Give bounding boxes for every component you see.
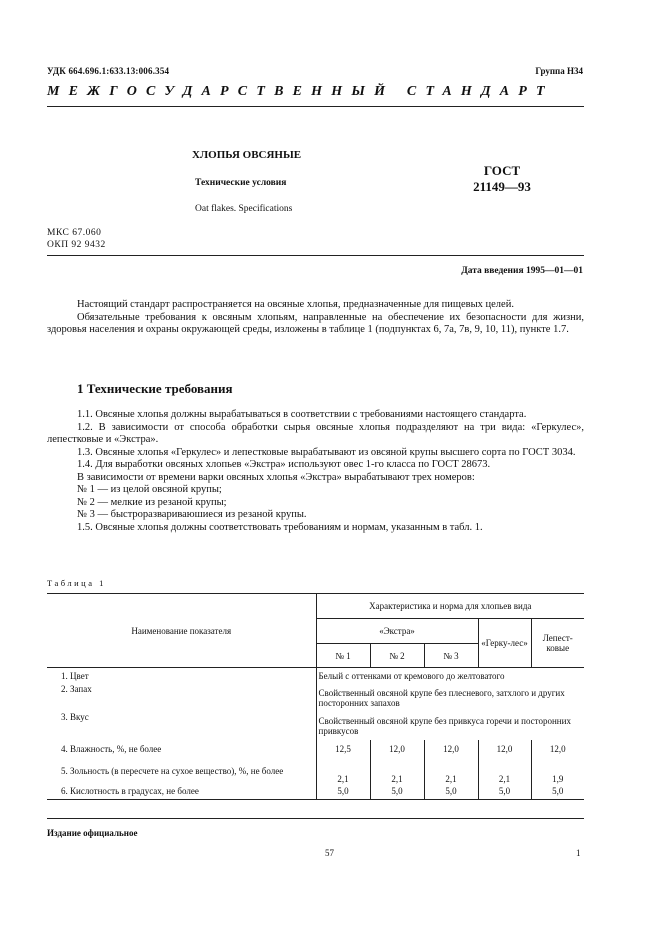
row-name: 1. Цвет xyxy=(47,668,316,684)
paragraph: № 3 — быстроразвариваюшиеся из резаной крупы. xyxy=(77,509,307,520)
header-n3: № 3 xyxy=(424,644,478,668)
paragraph: 1.4. Для выработки овсяных хлопьев «Экстра» используют овес 1-го класса по ГОСТ 28673. xyxy=(77,459,491,470)
page-number: 57 xyxy=(325,848,334,858)
table-row xyxy=(47,758,584,784)
header-indicator: Наименование показателя xyxy=(47,594,316,668)
edition-note: Издание официальное xyxy=(47,828,138,838)
value-cell: 2,1 xyxy=(424,758,478,784)
table-row xyxy=(47,668,584,684)
intro-paragraph: Настоящий стандарт распространяется на овсяные хлопья, предназначенные для пищевых целей. xyxy=(77,299,514,310)
header-rule xyxy=(47,106,584,107)
value-cell: 2,1 xyxy=(316,758,370,784)
table-row xyxy=(47,684,584,712)
header-n2: № 2 xyxy=(370,644,424,668)
value-cell: 5,0 xyxy=(370,784,424,800)
row-name: 3. Вкус xyxy=(47,712,316,740)
paragraph: 1.2. В зависимости от способа обработки сырья овсяные хлопья подразделяют на три вида: «Геркулес», лепестковые и «Экстра». xyxy=(47,421,584,445)
value-cell: 12,0 xyxy=(370,740,424,758)
table-label: Таблица 1 xyxy=(47,578,106,588)
okp-code: ОКП 92 9432 xyxy=(47,240,106,250)
value-cell: 1,9 xyxy=(552,773,564,784)
table-row xyxy=(47,784,584,800)
table-row xyxy=(47,712,584,740)
row-merged-value: Свойственный овсяной крупе без привкуса горечи и посторонних привкусов xyxy=(318,715,571,736)
value-cell: 5,0 xyxy=(531,784,584,800)
paragraph: В зависимости от времени варки овсяных хлопья «Экстра» вырабатывают трех номеров: xyxy=(77,471,475,483)
gost-number: 21149—93 xyxy=(473,179,531,194)
header-gerkules: «Герку-лес» xyxy=(478,619,531,668)
value-cell: 12,0 xyxy=(478,740,531,758)
intro-paragraph: Обязательные требования к овсяным хлопьям, направленные на обеспечение их безопасности для жизни, здоровья населения и охраны окружающей среды, изложены в таблице 1 (подпунктах 6, 7а, 7в, 9, 10, 11), пункте 1.7. xyxy=(47,311,584,335)
classification-codes xyxy=(47,227,106,251)
paragraph: 1.3. Овсяные хлопья «Геркулес» и лепестковые вырабатывают из овсяной крупы высшего сорта по ГОСТ 3034. xyxy=(77,446,576,458)
page-number-right: 1 xyxy=(576,848,581,858)
table-1 xyxy=(47,593,584,800)
row-merged-value: Белый с оттенками от кремового до желтоватого xyxy=(318,670,505,681)
value-cell: 2,1 xyxy=(478,758,531,784)
value-cell: 12,0 xyxy=(424,740,478,758)
row-name: 2. Запах xyxy=(47,684,316,712)
footer-rule xyxy=(47,818,584,819)
codes-rule xyxy=(47,255,584,256)
header-lepestkovye: Лепест-ковые xyxy=(531,619,584,668)
header-characteristic: Характеристика и норма для хлопьев вида xyxy=(316,594,584,619)
standard-banner: МЕЖГОСУДАРСТВЕННЫЙ СТАНДАРТ xyxy=(47,84,554,99)
row-name: 4. Влажность, %, не более xyxy=(47,740,316,758)
mks-code: МКС 67.060 xyxy=(47,228,102,238)
intro-text xyxy=(47,299,584,337)
page-subtitle: Технические условия xyxy=(195,178,287,188)
row-merged-value: Свойственный овсяной крупе без плесневого, затхлого и других посторонних запахов xyxy=(318,687,565,708)
value-cell: 5,0 xyxy=(316,784,370,800)
paragraph: 1.5. Овсяные хлопья должны соответствовать требованиям и нормам, указанным в табл. 1. xyxy=(77,521,483,533)
paragraph: 1.1. Овсяные хлопья должны вырабатываться в соответствии с требованиями настоящего стандарта. xyxy=(77,409,527,420)
value-cell: 2,1 xyxy=(370,758,424,784)
header-n1: № 1 xyxy=(316,644,370,668)
row-name: 5. Зольность (в пересчете на сухое вещество), %, не более xyxy=(47,758,316,784)
paragraph: № 1 — из целой овсяной крупы; xyxy=(77,484,222,495)
value-cell: 12,5 xyxy=(316,740,370,758)
udk-code: УДК 664.696.1:633.13:006.354 xyxy=(47,66,170,76)
gost-label: ГОСТ xyxy=(483,163,521,178)
header-extra: «Экстра» xyxy=(316,619,478,644)
gost-designation xyxy=(470,163,534,195)
table-row xyxy=(47,740,584,758)
english-title: Oat flakes. Specifications xyxy=(195,204,293,214)
value-cell: 5,0 xyxy=(424,784,478,800)
page-title: ХЛОПЬЯ ОВСЯНЫЕ xyxy=(192,149,302,161)
group-code: Группа Н34 xyxy=(535,66,583,76)
value-cell: 5,0 xyxy=(478,784,531,800)
value-cell: 12,0 xyxy=(549,743,566,754)
paragraph: № 2 — мелкие из резаной крупы; xyxy=(77,496,227,508)
intro-date: Дата введения 1995—01—01 xyxy=(461,266,583,276)
requirements-text xyxy=(47,409,584,534)
section-heading: 1 Технические требования xyxy=(77,381,233,396)
row-name: 6. Кислотность в градусах, не более xyxy=(47,784,316,800)
